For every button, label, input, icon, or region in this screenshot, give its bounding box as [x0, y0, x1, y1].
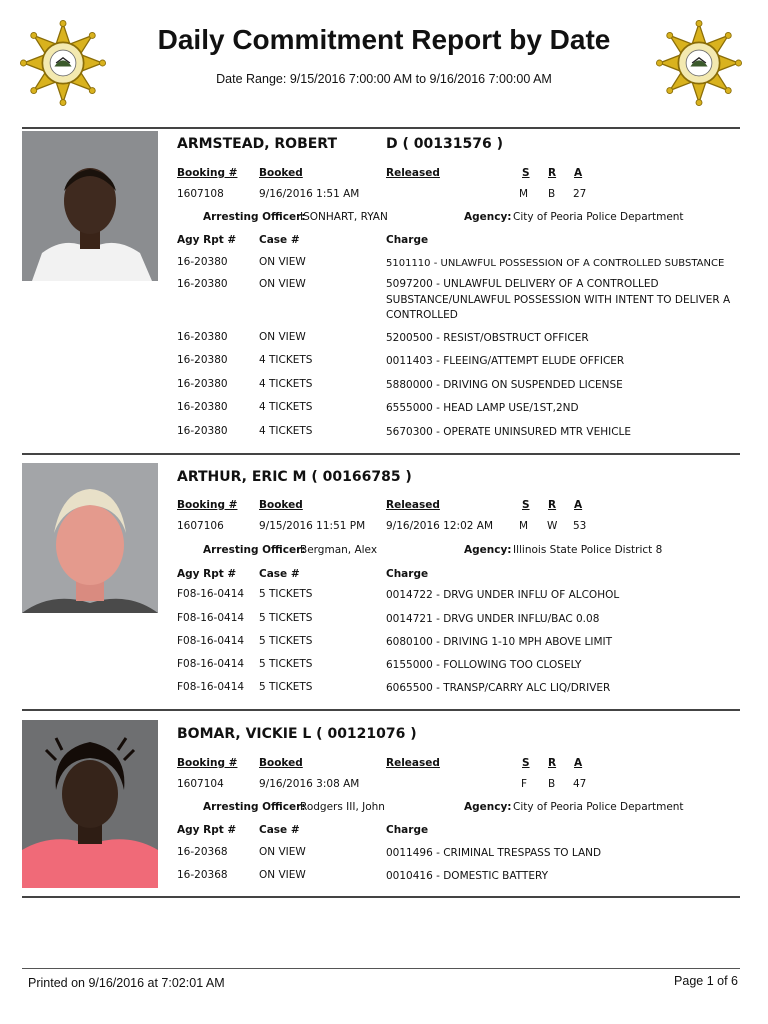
- charge-case: ON VIEW: [259, 256, 306, 268]
- sex-value: M: [519, 188, 529, 200]
- charge-rpt: F08-16-0414: [177, 681, 245, 693]
- charge-text: 5101110 - UNLAWFUL POSSESSION OF A CONTROLLED SUBSTANCE: [386, 258, 725, 269]
- charge-text: 6555000 - HEAD LAMP USE/1ST,2ND: [386, 402, 579, 414]
- sex-value: M: [519, 520, 529, 532]
- charge-case: 4 TICKETS: [259, 425, 313, 437]
- charge-case: 5 TICKETS: [259, 681, 313, 693]
- charge-text: 6155000 - FOLLOWING TOO CLOSELY: [386, 659, 582, 671]
- inmate-id: D ( 00131576 ): [386, 136, 503, 152]
- mugshot-photo: [22, 463, 158, 613]
- section-divider: [22, 896, 740, 898]
- agency-label: Agency:: [464, 211, 512, 223]
- section-divider: [22, 127, 740, 129]
- charge-text: 0010416 - DOMESTIC BATTERY: [386, 870, 549, 882]
- agency-label: Agency:: [464, 801, 512, 813]
- race-header: R: [548, 499, 557, 511]
- charge-case: 4 TICKETS: [259, 401, 313, 413]
- sex-header: S: [522, 167, 530, 179]
- charge-text: 6080100 - DRIVING 1-10 MPH ABOVE LIMIT: [386, 636, 613, 648]
- agy-rpt-header: Agy Rpt #: [177, 234, 237, 246]
- age-header: A: [574, 167, 583, 179]
- charge-rpt: 16-20380: [177, 256, 228, 268]
- race-header: R: [548, 757, 557, 769]
- date-range: Date Range: 9/15/2016 7:00:00 AM to 9/16/2016 7:00:00 AM: [216, 72, 552, 86]
- arresting-officer-label: Arresting Officer:: [203, 544, 306, 556]
- booked-date: 9/15/2016 11:51 PM: [259, 520, 366, 532]
- footer-divider: [22, 968, 740, 969]
- booking-header: Booking #: [177, 167, 238, 179]
- age-header: A: [574, 499, 583, 511]
- sex-value: F: [521, 778, 528, 790]
- charge-case: 4 TICKETS: [259, 378, 313, 390]
- agency-label: Agency:: [464, 544, 512, 556]
- booked-date: 9/16/2016 3:08 AM: [259, 778, 360, 790]
- agency-value: City of Peoria Police Department: [513, 211, 684, 223]
- age-value: 27: [573, 188, 587, 200]
- sex-header: S: [522, 499, 530, 511]
- report-title: Daily Commitment Report by Date: [157, 24, 611, 55]
- charge-case: 5 TICKETS: [259, 635, 313, 647]
- released-date: 9/16/2016 12:02 AM: [386, 520, 494, 532]
- charge-rpt: 16-20380: [177, 378, 228, 390]
- charge-rpt: 16-20368: [177, 846, 228, 858]
- charge-rpt: 16-20380: [177, 425, 228, 437]
- arresting-officer-value: Rodgers III, John: [300, 801, 385, 813]
- case-header: Case #: [259, 824, 300, 836]
- booked-header: Booked: [259, 167, 303, 179]
- race-value: W: [547, 520, 558, 532]
- arresting-officer-label: Arresting Officer:: [203, 211, 306, 223]
- charge-case: 5 TICKETS: [259, 612, 313, 624]
- agy-rpt-header: Agy Rpt #: [177, 824, 237, 836]
- mugshot-photo: [22, 131, 158, 281]
- charge-text: 0011496 - CRIMINAL TRESPASS TO LAND: [386, 847, 602, 859]
- arresting-officer-label: Arresting Officer:: [203, 801, 306, 813]
- released-header: Released: [386, 167, 440, 179]
- charge-case: ON VIEW: [259, 869, 306, 881]
- case-header: Case #: [259, 234, 300, 246]
- section-divider: [22, 709, 740, 711]
- booking-number: 1607104: [177, 778, 224, 790]
- page-indicator: Page 1 of 6: [674, 974, 738, 988]
- age-value: 47: [573, 778, 587, 790]
- charge-rpt: 16-20368: [177, 869, 228, 881]
- charge-header: Charge: [386, 234, 429, 246]
- inmate-name: ARTHUR, ERIC M ( 00166785 ): [177, 469, 412, 485]
- charge-text: 6065500 - TRANSP/CARRY ALC LIQ/DRIVER: [386, 682, 611, 694]
- charge-text: 0014721 - DRVG UNDER INFLU/BAC 0.08: [386, 613, 600, 625]
- charge-rpt: 16-20380: [177, 354, 228, 366]
- charge-rpt: F08-16-0414: [177, 588, 245, 600]
- charge-header: Charge: [386, 568, 429, 580]
- age-value: 53: [573, 520, 587, 532]
- charge-text: 5097200 - UNLAWFUL DELIVERY OF A CONTROLLED SUBSTANCE/UNLAWFUL POSSESSION WITH INTENT TO DELIVER A CONTROLLED: [386, 278, 731, 321]
- booked-header: Booked: [259, 499, 303, 511]
- charge-text: 0014722 - DRVG UNDER INFLU OF ALCOHOL: [386, 589, 620, 601]
- sex-header: S: [522, 757, 530, 769]
- booking-header: Booking #: [177, 757, 238, 769]
- booking-number: 1607106: [177, 520, 224, 532]
- race-header: R: [548, 167, 557, 179]
- released-header: Released: [386, 499, 440, 511]
- charge-rpt: F08-16-0414: [177, 635, 245, 647]
- age-header: A: [574, 757, 583, 769]
- race-value: B: [548, 778, 556, 790]
- charge-rpt: F08-16-0414: [177, 612, 245, 624]
- charge-case: 5 TICKETS: [259, 588, 313, 600]
- agency-value: City of Peoria Police Department: [513, 801, 684, 813]
- booked-header: Booked: [259, 757, 303, 769]
- charge-rpt: F08-16-0414: [177, 658, 245, 670]
- charge-rpt: 16-20380: [177, 401, 228, 413]
- race-value: B: [548, 188, 556, 200]
- booking-number: 1607108: [177, 188, 224, 200]
- charge-case: ON VIEW: [259, 278, 306, 290]
- charge-text: 5670300 - OPERATE UNINSURED MTR VEHICLE: [386, 426, 632, 438]
- booking-header: Booking #: [177, 499, 238, 511]
- section-divider: [22, 453, 740, 455]
- charge-case: 5 TICKETS: [259, 658, 313, 670]
- printed-timestamp: Printed on 9/16/2016 at 7:02:01 AM: [28, 976, 225, 990]
- charge-case: ON VIEW: [259, 331, 306, 343]
- inmate-name: ARMSTEAD, ROBERT: [177, 136, 338, 152]
- charge-rpt: 16-20380: [177, 331, 228, 343]
- charge-text: 0011403 - FLEEING/ATTEMPT ELUDE OFFICER: [386, 355, 625, 367]
- charge-text: 5200500 - RESIST/OBSTRUCT OFFICER: [386, 332, 589, 344]
- booked-date: 9/16/2016 1:51 AM: [259, 188, 360, 200]
- arresting-officer-value: ISONHART, RYAN: [300, 211, 388, 223]
- released-header: Released: [386, 757, 440, 769]
- charge-text: 5880000 - DRIVING ON SUSPENDED LICENSE: [386, 379, 623, 391]
- case-header: Case #: [259, 568, 300, 580]
- agency-value: Illinois State Police District 8: [513, 544, 663, 556]
- charge-rpt: 16-20380: [177, 278, 228, 290]
- charge-header: Charge: [386, 824, 429, 836]
- arresting-officer-value: Bergman, Alex: [300, 544, 378, 556]
- charge-case: ON VIEW: [259, 846, 306, 858]
- inmate-name: BOMAR, VICKIE L ( 00121076 ): [177, 726, 417, 742]
- charge-case: 4 TICKETS: [259, 354, 313, 366]
- agy-rpt-header: Agy Rpt #: [177, 568, 237, 580]
- mugshot-photo: [22, 720, 158, 888]
